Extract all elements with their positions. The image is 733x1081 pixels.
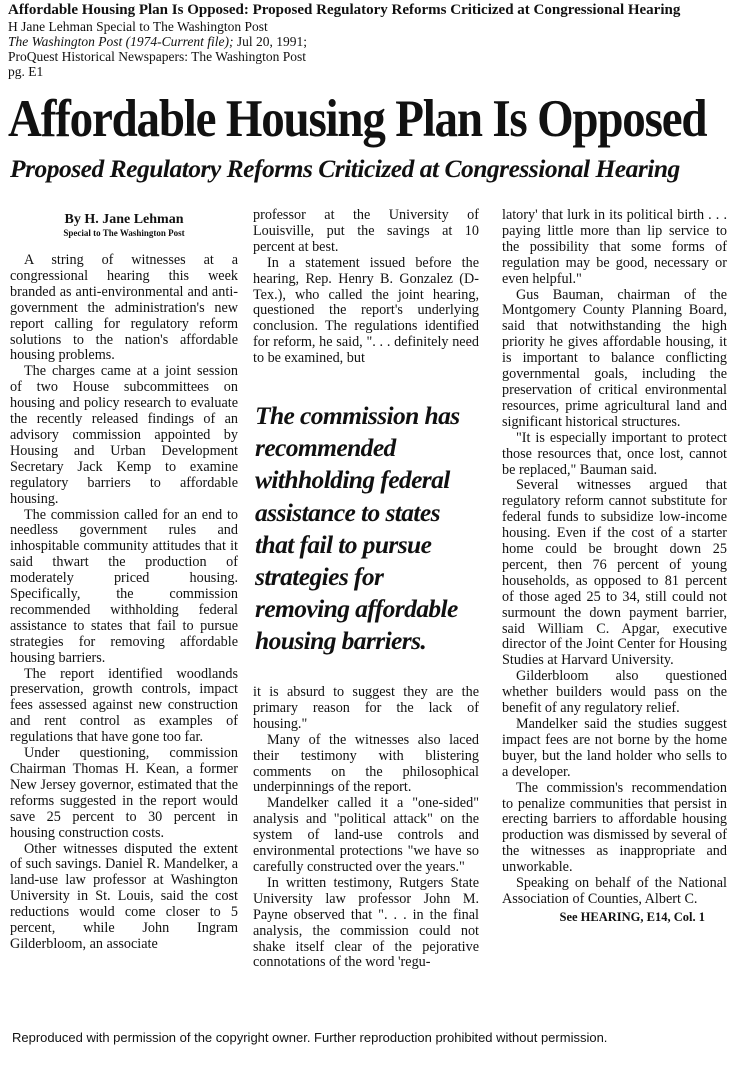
paragraph: Other witnesses disputed the extent of such savings. Daniel R. Mandelker, a land-use law professor at Washington University in St. Louis, said the cost reductions would come closer to 5 percent, while John Ingram Gilderbloom, an associate [10,840,238,952]
citation-title: Affordable Housing Plan Is Opposed: Proposed Regulatory Reforms Criticized at Congressional Hearing [8,2,681,18]
citation-source [8,34,733,49]
pull-quote: The commission has recommended withholding federal assistance to states that fail to pursue strategies for removing affordable housing barriers. [255,401,460,656]
paragraph: Gus Bauman, chairman of the Montgomery County Planning Board, said that notwithstanding the high priority he gives affordable housing, it is important to balance conflicting governmental goals, including the preservation of critical environmental resources, prime agricultural land and significant historical structures. [502,286,727,430]
citation-source-name: The Washington Post (1974-Current file); [8,34,234,49]
paragraph: Mandelker called it a "one-sided" analysis and "political attack" on the system of land-use controls and environmental protections "we have so carefully constructed over the years." [253,795,479,875]
paragraph: The report identified woodlands preservation, growth controls, impact fees assessed against new construction and rent control as examples of regulations that have gone too far. [10,665,238,746]
article-column-2-bottom [253,685,479,971]
headline: Affordable Housing Plan Is Opposed [8,90,707,149]
paragraph: A string of witnesses at a congressional hearing this week branded as anti-environmental and anti-government the administration's new report calling for regulatory reform solutions to the nation's affordable housing problems. [10,252,238,364]
paragraph: The commission called for an end to needless government rules and inhospitable community attitudes that it said thwart the production of moderately priced housing. Specifically, the commission recommended withholding federal assistance to states that fail to pursue strategies for removing affordable housing barriers. [10,506,238,666]
article-column-2-top [253,208,479,367]
paragraph: Speaking on behalf of the National Association of Counties, Albert C. [502,875,727,907]
paragraph: Many of the witnesses also laced their testimony with blistering comments on the philosophical underpinnings of the report. [253,731,479,796]
citation-database: ProQuest Historical Newspapers: The Washington Post [8,49,307,64]
copyright-footer: Reproduced with permission of the copyright owner. Further reproduction prohibited without permission. [12,1030,608,1045]
paragraph: latory' that lurk in its political birth . . . paying little more than lip service to the possibility that some forms of regulation may be good, necessary or even helpful." [502,207,727,287]
jump-line: See HEARING, E14, Col. 1 [559,909,705,924]
paragraph: it is absurd to suggest they are the primary reason for the lack of housing." [253,684,479,732]
citation-author: H Jane Lehman Special to The Washington Post [8,19,268,34]
byline-credit: Special to The Washington Post [63,228,185,238]
citation-date: Jul 20, 1991; [233,34,308,49]
paragraph: "It is especially important to protect those resources that, once lost, cannot be replaced," Bauman said. [502,429,727,478]
paragraph: In written testimony, Rutgers State University law professor John M. Payne observed that ". . . in the final analysis, the commission could not shake itself clear of the pejorative connotations of the word 'regu- [253,874,479,971]
paragraph: The charges came at a joint session of two House subcommittees on housing and policy research to evaluate the recently released findings of an advisory commission appointed by Housing and Urban Development Secretary Jack Kemp to examine regulatory barriers to affordable housing. [10,363,238,507]
paragraph: Gilderbloom also questioned whether builders would pass on the benefit of any regulatory relief. [502,668,727,717]
article-column-3 [502,208,727,926]
article-column-1 [10,208,238,953]
paragraph: Under questioning, commission Chairman Thomas H. Kean, a former New Jersey governor, estimated that the reforms suggested in the report would save 25 percent to 30 percent in housing construction costs. [10,745,238,841]
citation-header [8,2,733,79]
citation-page: pg. E1 [8,64,44,79]
paragraph: Mandelker said the studies suggest impact fees are not borne by the home buyer, but the land holder who sells to a developer. [502,716,727,780]
paragraph: professor at the University of Louisville, put the savings at 10 percent at best. [253,207,479,255]
paragraph: The commission's recommendation to penalize communities that persist in erecting barriers to affordable housing production was dismissed by several of the witnesses as inappropriate and unworkable. [502,779,727,876]
subheadline: Proposed Regulatory Reforms Criticized at Congressional Hearing [10,154,680,183]
byline: By H. Jane Lehman [64,212,184,227]
paragraph: In a statement issued before the hearing, Rep. Henry B. Gonzalez (D-Tex.), who called the joint hearing, questioned the report's underlying conclusion. The regulations identified for reform, he said, ". . . definitely need to be examined, but [253,254,479,367]
paragraph: Several witnesses argued that regulatory reform cannot substitute for federal funds to subsidize low-income housing. Even if the cost of a starter home could be brought down 25 percent, then 76 percent of young households, as opposed to 81 percent of those aged 25 to 34, still could not surmount the down payment barrier, said William C. Apgar, executive director of the Joint Center for Housing Studies at Harvard University. [502,477,727,669]
